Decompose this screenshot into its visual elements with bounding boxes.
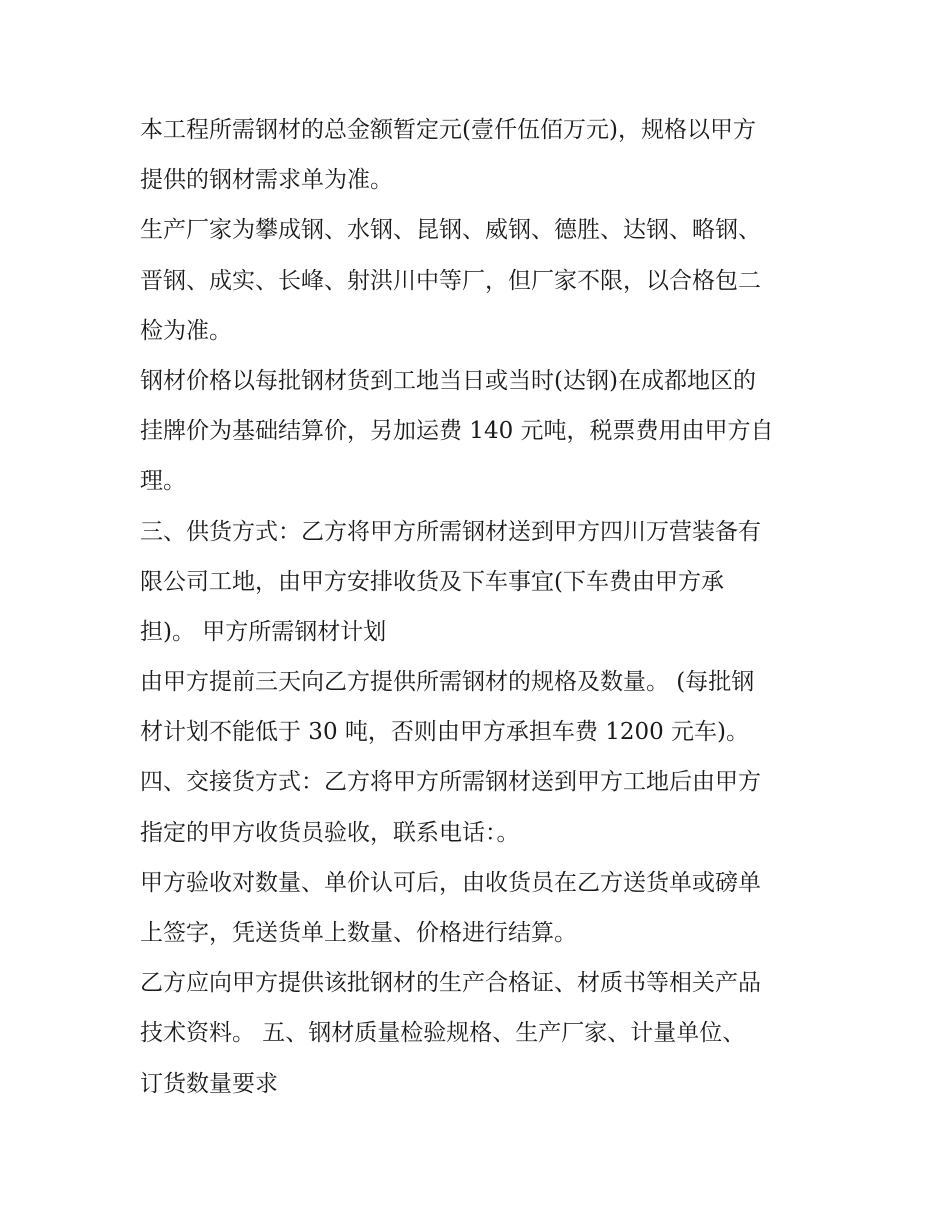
- paragraph-pricing: [140, 356, 820, 507]
- text-line: 技术资料。 五、钢材质量检验规格、生产厂家、计量单位、: [140, 1020, 746, 1047]
- text-line: 担)。 甲方所需钢材计划: [140, 618, 387, 645]
- text-line: 检为准。: [140, 317, 232, 344]
- document-body: [140, 105, 820, 1109]
- text-line: 三、供货方式：乙方将甲方所需钢材送到甲方四川万营装备有: [140, 518, 761, 545]
- paragraph-handover-method: [140, 757, 820, 857]
- text-line: 理。: [140, 468, 186, 495]
- paragraph-quality-docs: [140, 958, 820, 1109]
- text-line: 上签字，凭送货单上数量、价格进行结算。: [140, 920, 577, 946]
- text-line: 乙方应向甲方提供该批钢材的生产合格证、材质书等相关产品: [140, 970, 761, 997]
- text-line: 晋钢、成实、长峰、射洪川中等厂，但厂家不限，以合格包二: [140, 267, 761, 294]
- text-line: 钢材价格以每批钢材货到工地当日或当时(达钢)在成都地区的: [140, 367, 756, 394]
- text-line: 限公司工地，由甲方安排收货及下车事宜(下车费由甲方承: [140, 568, 724, 595]
- text-line: 生产厂家为攀成钢、水钢、昆钢、威钢、德胜、达钢、略钢、: [140, 217, 761, 244]
- text-line: 本工程所需钢材的总金额暂定元(壹仟伍佰万元)，规格以甲方: [140, 117, 756, 143]
- text-line: 提供的钢材需求单为准。: [140, 167, 393, 194]
- paragraph-supply-method: [140, 507, 820, 658]
- text-line: 甲方验收对数量、单价认可后，由收货员在乙方送货单或磅单: [140, 869, 761, 896]
- text-line: 由甲方提前三天向乙方提供所需钢材的规格及数量。 (每批钢: [140, 669, 755, 696]
- text-line: 材计划不能低于 30 吨，否则由甲方承担车费 1200 元车)。: [140, 719, 750, 746]
- text-line: 四、交接货方式：乙方将甲方所需钢材送到甲方工地后由甲方: [140, 769, 761, 796]
- text-line: 订货数量要求: [140, 1070, 278, 1097]
- text-line: 挂牌价为基础结算价，另加运费 140 元吨，税票费用由甲方自: [140, 418, 774, 445]
- paragraph-manufacturers: [140, 205, 820, 356]
- paragraph-settlement: [140, 858, 820, 958]
- paragraph-order-plan: [140, 657, 820, 757]
- text-line: 指定的甲方收货员验收，联系电话：。: [140, 819, 520, 846]
- paragraph-total-amount: [140, 105, 820, 205]
